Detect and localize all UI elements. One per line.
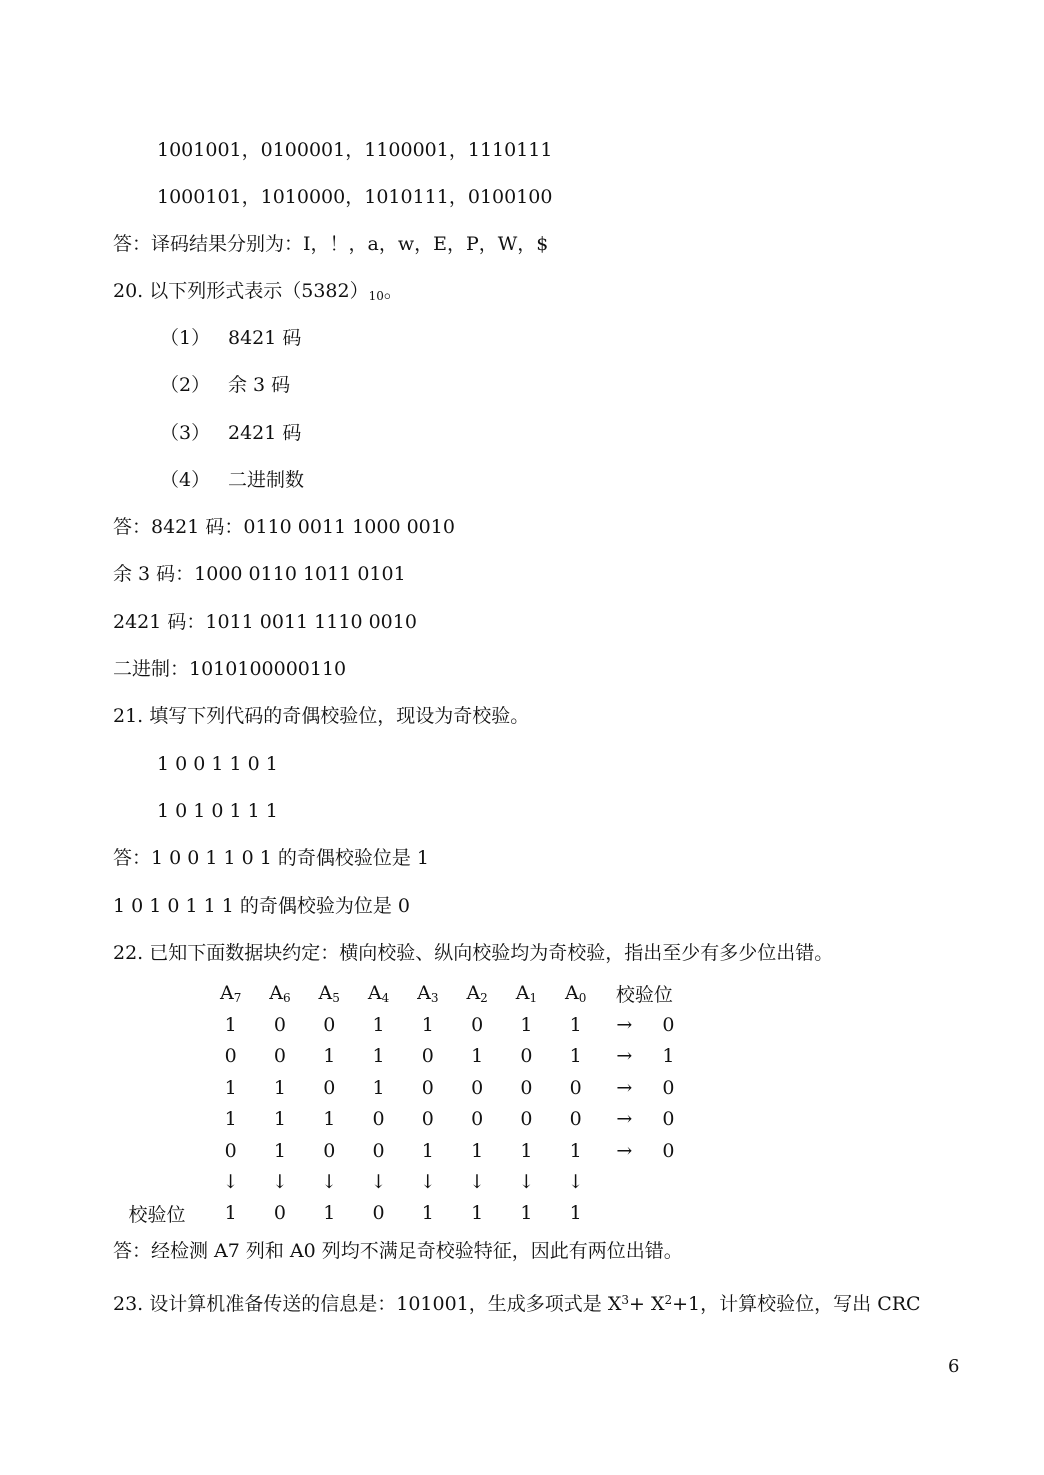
- bit-cell: 1: [421, 1139, 434, 1162]
- q20-item-1-text: 8421 码: [228, 327, 302, 349]
- parity-cell: 0: [662, 1108, 675, 1131]
- check-bit-cell: 1: [520, 1202, 533, 1225]
- down-arrow-icon: ↓: [518, 1171, 535, 1194]
- right-arrow-icon: →: [616, 1045, 633, 1068]
- down-arrow-icon: ↓: [370, 1171, 387, 1194]
- check-bit-cell: 0: [372, 1202, 385, 1225]
- bit-cell: 0: [323, 1139, 336, 1162]
- q20-item-3-num: （3）: [160, 422, 211, 444]
- bit-cell: 1: [569, 1045, 582, 1068]
- parity-table: [108, 978, 688, 1229]
- bit-cell: 0: [569, 1108, 582, 1131]
- bit-cell: 1: [323, 1045, 336, 1068]
- col-header-a7: $A_7$: [219, 982, 242, 1006]
- bit-cell: 1: [569, 1139, 582, 1162]
- down-arrow-icon: ↓: [271, 1171, 288, 1194]
- bit-cell: 1: [273, 1139, 286, 1162]
- answer-20-8421: 答：8421 码：0110 0011 1000 0010: [113, 516, 455, 538]
- question-20-text: 20. 以下列形式表示（5382）: [113, 280, 369, 302]
- table-row: [108, 1041, 688, 1072]
- question-23-text-c: +1，计算校验位，写出 CRC: [672, 1293, 921, 1315]
- question-20-base: 10: [368, 289, 384, 303]
- code-line-2: 1000101，1010000，1010111，0100100: [157, 186, 553, 208]
- col-header-a3: $A_3$: [417, 982, 439, 1006]
- down-arrow-icon: ↓: [321, 1171, 338, 1194]
- bit-cell: 0: [421, 1045, 434, 1068]
- down-arrow-icon: ↓: [469, 1171, 486, 1194]
- q20-item-2-text: 余 3 码: [228, 374, 291, 396]
- bit-cell: 1: [224, 1076, 237, 1099]
- bit-cell: 1: [372, 1014, 385, 1037]
- q20-item-2-num: （2）: [160, 374, 211, 396]
- bit-cell: 0: [323, 1076, 336, 1099]
- bit-cell: 0: [569, 1076, 582, 1099]
- check-bit-cell: 1: [224, 1202, 237, 1225]
- bit-cell: 1: [273, 1076, 286, 1099]
- bit-cell: 1: [224, 1108, 237, 1131]
- down-arrow-icon: ↓: [567, 1171, 584, 1194]
- check-row-label: 校验位: [128, 1203, 186, 1226]
- question-21: 21. 填写下列代码的奇偶校验位，现设为奇校验。: [113, 705, 530, 727]
- bit-cell: 0: [224, 1045, 237, 1068]
- bit-cell: 1: [421, 1014, 434, 1037]
- bit-cell: 0: [520, 1108, 533, 1131]
- col-header-a6: $A_6$: [269, 982, 291, 1006]
- bit-cell: 0: [421, 1108, 434, 1131]
- check-row: [108, 1198, 688, 1229]
- down-arrow-icon: ↓: [222, 1171, 239, 1194]
- right-arrow-icon: →: [616, 1108, 633, 1131]
- table-row: [108, 1009, 688, 1040]
- q20-item-3: [160, 421, 301, 445]
- answer-21-1: 答：1 0 0 1 1 0 1 的奇偶校验位是 1: [113, 847, 430, 869]
- bit-cell: 0: [323, 1014, 336, 1037]
- down-arrow-icon: ↓: [419, 1171, 436, 1194]
- check-bit-cell: 1: [323, 1202, 336, 1225]
- answer-20-excess3: 余 3 码：1000 0110 1011 0101: [113, 563, 406, 585]
- question-20: [113, 279, 403, 308]
- question-23-text-b: + X: [629, 1293, 665, 1315]
- parity-cell: 0: [662, 1014, 675, 1037]
- q20-item-1: [160, 326, 301, 350]
- bit-cell: 0: [471, 1014, 484, 1037]
- parity-cell: 1: [662, 1045, 675, 1068]
- parity-cell: 0: [662, 1076, 675, 1099]
- check-bit-cell: 1: [471, 1202, 484, 1225]
- answer-21-2: 1 0 1 0 1 1 1 的奇偶校验为位是 0: [113, 895, 411, 917]
- table-row: [108, 1072, 688, 1103]
- q20-item-4-num: （4）: [160, 469, 211, 491]
- answer-19: 答：译码结果分别为：I，！，a，w，E，P，W，$: [113, 233, 549, 255]
- right-arrow-icon: →: [616, 1076, 633, 1099]
- bit-cell: 1: [372, 1045, 385, 1068]
- q20-item-2: [160, 373, 290, 397]
- bit-cell: 1: [471, 1045, 484, 1068]
- bit-cell: 0: [273, 1014, 286, 1037]
- bit-cell: 0: [421, 1076, 434, 1099]
- bit-cell: 1: [471, 1139, 484, 1162]
- bit-cell: 1: [323, 1108, 336, 1131]
- bit-cell: 0: [520, 1045, 533, 1068]
- bit-cell: 0: [372, 1139, 385, 1162]
- right-arrow-icon: →: [616, 1014, 633, 1037]
- bit-cell: 0: [471, 1108, 484, 1131]
- bit-cell: 1: [569, 1014, 582, 1037]
- q20-item-4: [160, 468, 304, 492]
- q20-item-3-text: 2421 码: [228, 422, 302, 444]
- parity-cell: 0: [662, 1139, 675, 1162]
- right-arrow-icon: →: [616, 1139, 633, 1162]
- q20-item-4-text: 二进制数: [228, 469, 305, 491]
- col-header-a1: $A_1$: [515, 982, 538, 1006]
- bit-cell: 1: [372, 1076, 385, 1099]
- code-line-1: 1001001，0100001，1100001，1110111: [157, 139, 553, 161]
- check-bit-cell: 1: [569, 1202, 582, 1225]
- check-bit-cell: 1: [421, 1202, 434, 1225]
- col-header-a4: $A_4$: [367, 982, 390, 1006]
- table-row: [108, 1104, 688, 1135]
- question-23-text-a: 23. 设计算机准备传送的信息是：101001，生成多项式是 X: [113, 1293, 622, 1315]
- answer-20-2421: 2421 码：1011 0011 1110 0010: [113, 611, 417, 633]
- answer-20-binary: 二进制：1010100000110: [113, 658, 347, 680]
- parity-header: 校验位: [615, 984, 673, 1007]
- question-22: 22. 已知下面数据块约定：横向校验、纵向校验均为奇校验，指出至少有多少位出错。: [113, 942, 834, 964]
- table-row: [108, 1135, 688, 1166]
- bit-cell: 1: [520, 1139, 533, 1162]
- parity-table-header: [108, 978, 688, 1009]
- exponent-2: 2: [664, 1293, 673, 1307]
- question-20-end: 。: [383, 280, 403, 302]
- check-bit-cell: 0: [273, 1202, 286, 1225]
- down-arrow-row: [108, 1166, 688, 1197]
- exponent-3: 3: [621, 1293, 629, 1307]
- bit-cell: 0: [372, 1108, 385, 1131]
- question-23: [113, 1288, 921, 1316]
- col-header-a0: $A_0$: [565, 982, 587, 1006]
- q21-code-1: 1 0 0 1 1 0 1: [157, 753, 278, 775]
- page-number: 6: [948, 1356, 960, 1377]
- q21-code-2: 1 0 1 0 1 1 1: [157, 800, 278, 822]
- q20-item-1-num: （1）: [160, 327, 211, 349]
- answer-22: 答：经检测 A7 列和 A0 列均不满足奇校验特征，因此有两位出错。: [113, 1240, 683, 1262]
- bit-cell: 0: [471, 1076, 484, 1099]
- bit-cell: 0: [273, 1045, 286, 1068]
- bit-cell: 1: [224, 1014, 237, 1037]
- col-header-a2: $A_2$: [466, 982, 488, 1006]
- bit-cell: 1: [273, 1108, 286, 1131]
- bit-cell: 0: [224, 1139, 237, 1162]
- bit-cell: 0: [520, 1076, 533, 1099]
- col-header-a5: $A_5$: [318, 982, 340, 1006]
- bit-cell: 1: [520, 1014, 533, 1037]
